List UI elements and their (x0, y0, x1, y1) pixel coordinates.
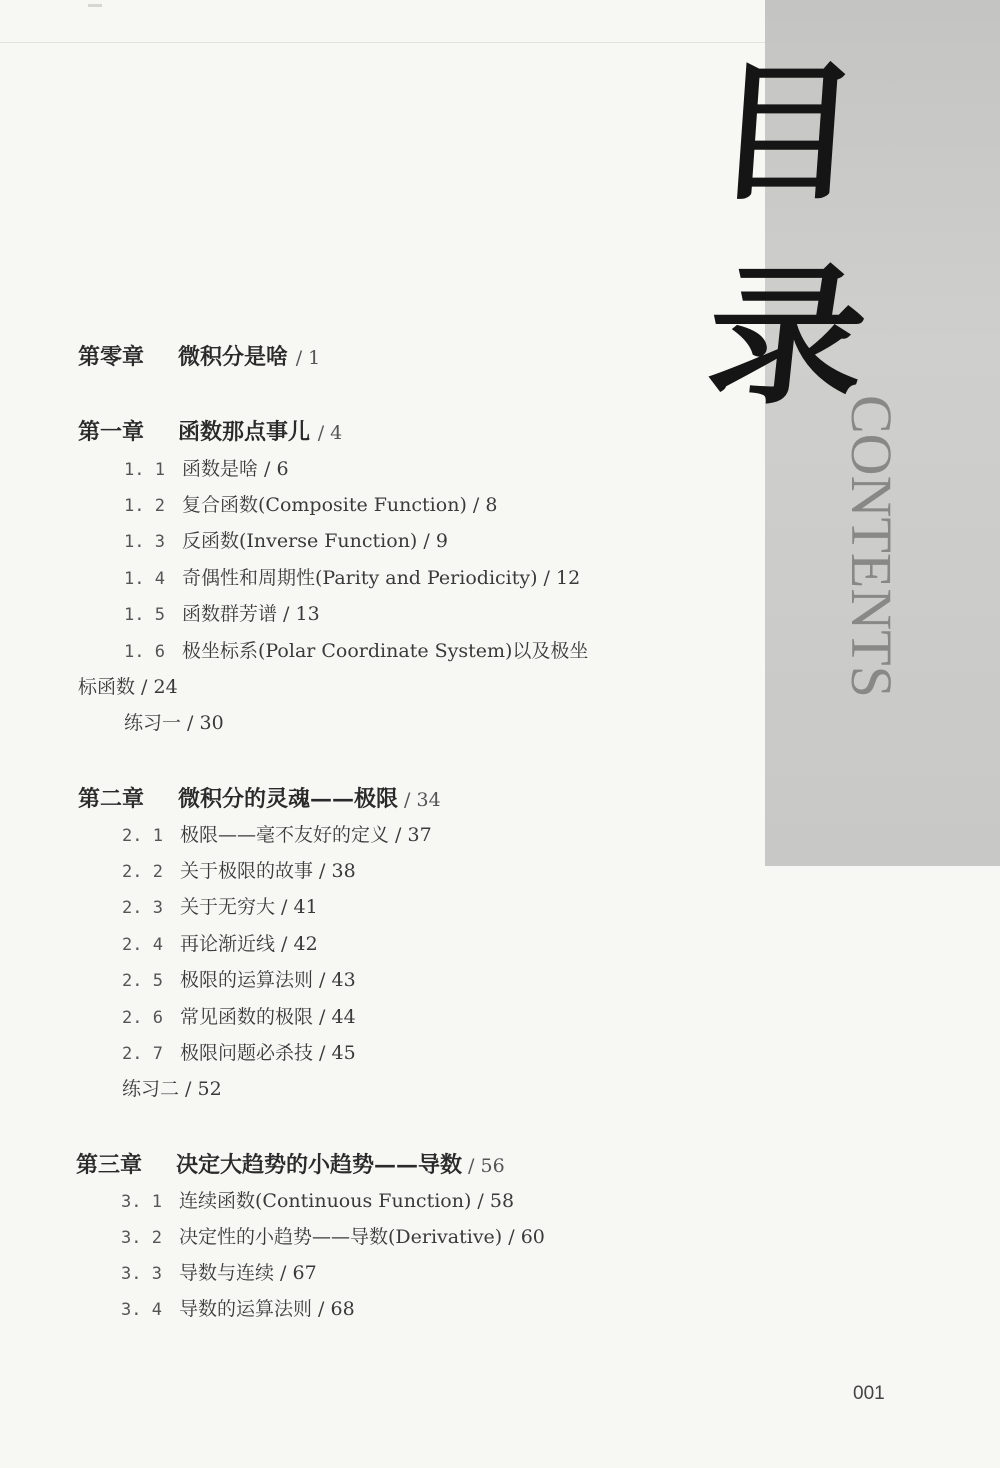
section-text: 极坐标系(Polar Coordinate System)以及极坐 (182, 640, 589, 662)
toc-section[interactable] (121, 1294, 355, 1321)
contents-label: CONTENTS (839, 395, 904, 698)
chapter-title: 微积分是啥 (178, 344, 289, 370)
toc-section[interactable] (122, 1038, 356, 1065)
chapter-label: 第零章 (78, 344, 145, 370)
section-text: 关于极限的故事 / 38 (180, 860, 356, 882)
chapter-page: / 1 (295, 347, 321, 369)
section-number: 1. 4 (124, 569, 165, 589)
section-number: 1. 3 (124, 532, 165, 552)
section-text: 连续函数(Continuous Function) / 58 (179, 1190, 515, 1212)
section-text: 复合函数(Composite Function) / 8 (182, 494, 498, 516)
toc-chapter[interactable] (78, 340, 320, 371)
section-text: 函数是啥 / 6 (182, 458, 289, 480)
toc-exercise[interactable]: 练习二 / 52 (122, 1078, 222, 1100)
section-number: 1. 5 (124, 605, 165, 625)
section-text: 反函数(Inverse Function) / 9 (182, 530, 448, 552)
toc-section[interactable] (121, 1186, 514, 1213)
toc-section[interactable] (122, 892, 318, 919)
chapter-label: 第三章 (76, 1152, 143, 1178)
toc-section[interactable] (121, 1258, 317, 1285)
toc-chapter[interactable] (78, 415, 342, 446)
chapter-label: 第一章 (78, 419, 145, 445)
chapter-label: 第二章 (78, 786, 145, 812)
toc-section[interactable] (122, 820, 432, 847)
section-number: 2. 6 (122, 1008, 163, 1028)
toc-section[interactable] (122, 965, 356, 992)
toc-section[interactable] (124, 490, 497, 517)
section-number: 3. 3 (121, 1264, 162, 1284)
page-number: 001 (853, 1383, 885, 1404)
toc-section[interactable] (124, 526, 448, 553)
toc-section[interactable] (122, 856, 356, 883)
section-number: 2. 5 (122, 971, 163, 991)
title-char-lu: 录 (699, 249, 876, 425)
section-number: 1. 1 (124, 460, 165, 480)
toc-section[interactable] (121, 1222, 545, 1249)
section-number: 3. 4 (121, 1300, 162, 1320)
chapter-title: 函数那点事儿 (178, 419, 311, 445)
toc-section[interactable] (122, 929, 318, 956)
section-text: 常见函数的极限 / 44 (180, 1006, 356, 1028)
section-number: 2. 1 (122, 826, 163, 846)
section-number: 2. 7 (122, 1044, 163, 1064)
toc-exercise[interactable]: 练习一 / 30 (124, 712, 224, 734)
section-number: 2. 4 (122, 935, 163, 955)
toc-section-continuation[interactable]: 标函数 / 24 (78, 676, 178, 698)
chapter-title: 微积分的灵魂——极限 (178, 786, 399, 812)
section-text: 决定性的小趋势——导数(Derivative) / 60 (179, 1226, 545, 1248)
section-text: 函数群芳谱 / 13 (182, 603, 320, 625)
section-text: 导数与连续 / 67 (179, 1262, 317, 1284)
section-text: 极限——毫不友好的定义 / 37 (180, 824, 432, 846)
section-text: 极限的运算法则 / 43 (180, 969, 356, 991)
chapter-page: / 56 (462, 1155, 505, 1177)
section-number: 2. 2 (122, 862, 163, 882)
section-text: 关于无穷大 / 41 (180, 896, 318, 918)
chapter-page: / 34 (398, 789, 441, 811)
section-number: 1. 2 (124, 496, 165, 516)
toc-section[interactable] (122, 1002, 356, 1029)
toc-chapter[interactable] (78, 782, 441, 813)
section-number: 3. 1 (121, 1192, 162, 1212)
toc-section[interactable] (124, 454, 289, 481)
section-text: 奇偶性和周期性(Parity and Periodicity) / 12 (182, 567, 581, 589)
section-number: 2. 3 (122, 898, 163, 918)
toc-section[interactable] (124, 636, 588, 663)
section-number: 1. 6 (124, 642, 165, 662)
toc-section[interactable] (124, 599, 320, 626)
section-text: 再论渐近线 / 42 (180, 933, 318, 955)
chapter-page: / 4 (317, 422, 343, 444)
section-number: 3. 2 (121, 1228, 162, 1248)
section-text: 导数的运算法则 / 68 (179, 1298, 355, 1320)
title-char-mu: 目 (709, 45, 865, 221)
toc-chapter[interactable] (76, 1148, 505, 1179)
section-text: 极限问题必杀技 / 45 (180, 1042, 356, 1064)
chapter-title: 决定大趋势的小趋势——导数 (176, 1152, 463, 1178)
toc-section[interactable] (124, 563, 580, 590)
